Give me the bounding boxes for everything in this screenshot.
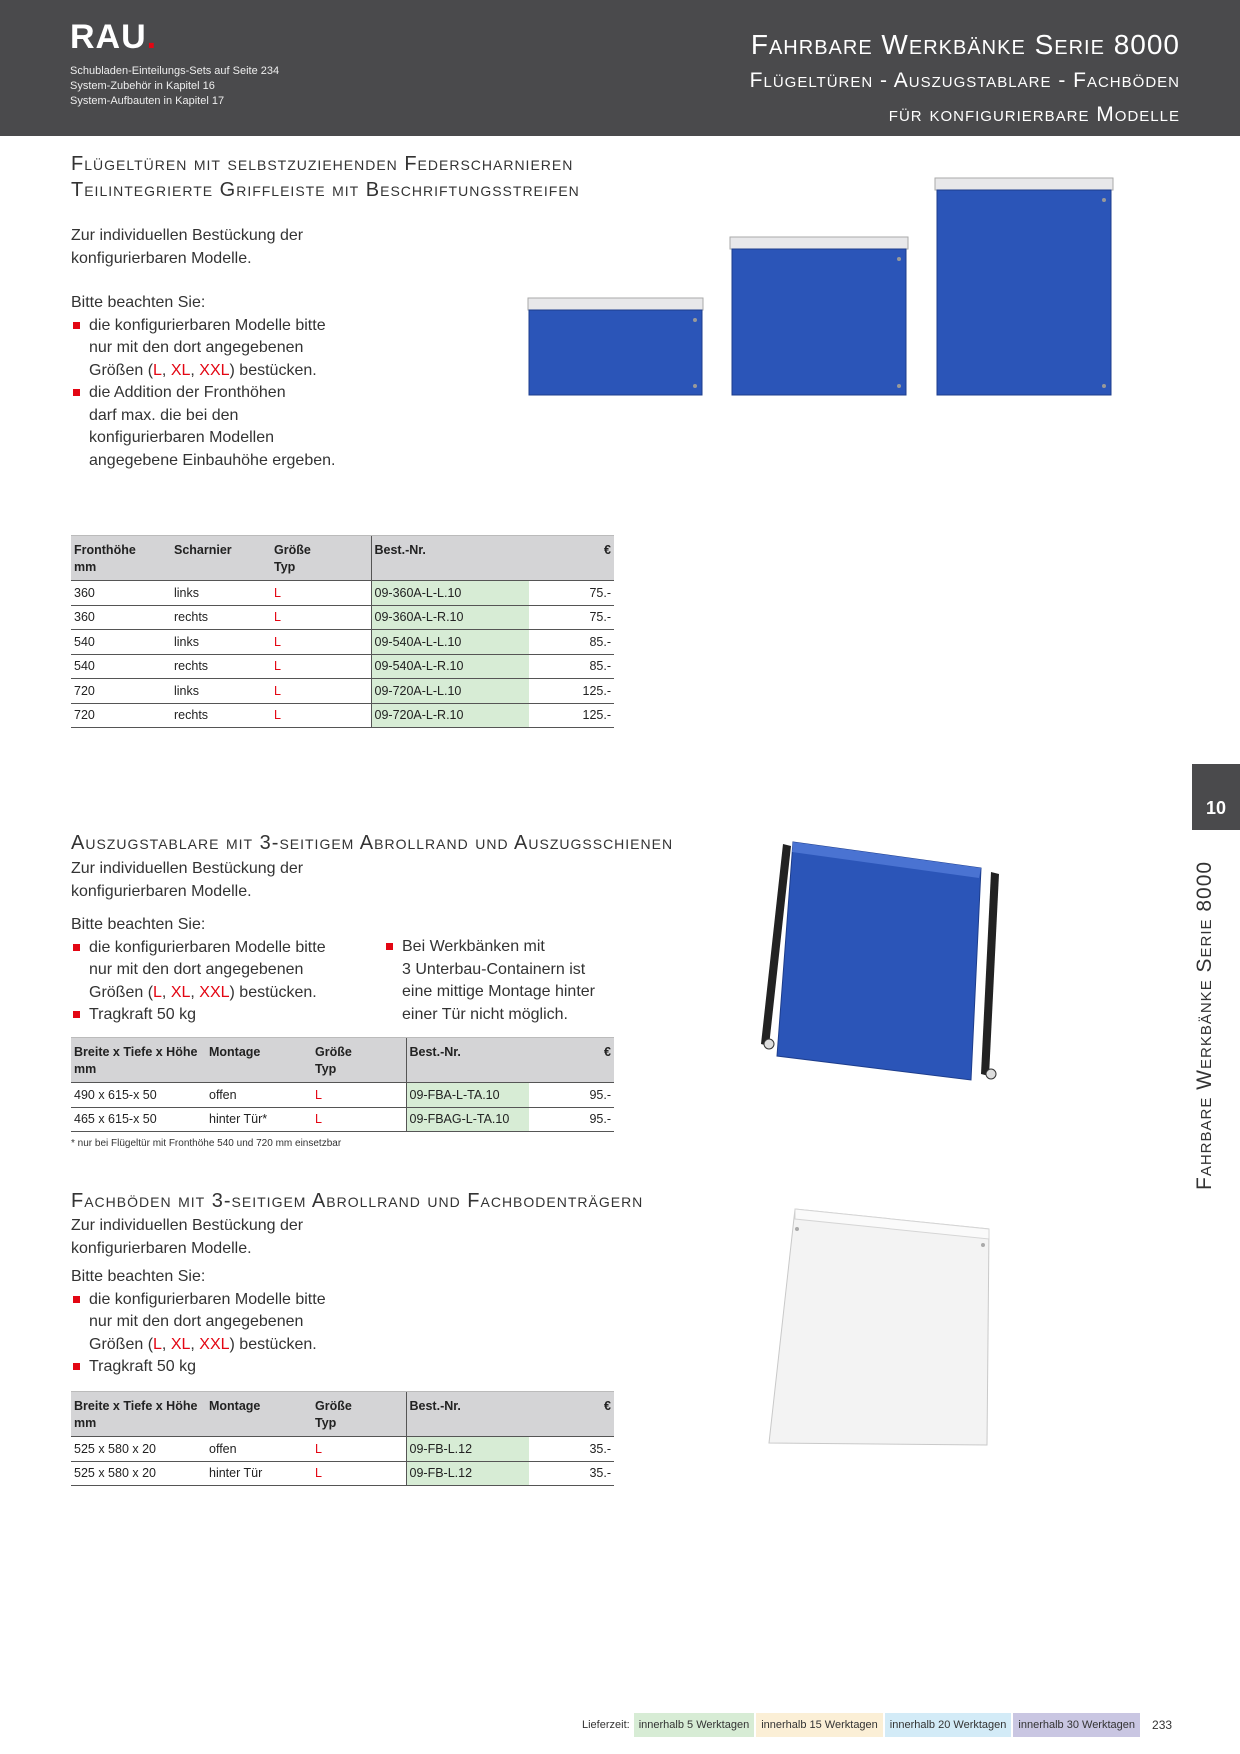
chapter-label: Fahrbare Werkbänke Serie 8000 (1193, 860, 1216, 1190)
delivery-chip: innerhalb 20 Werktagen (885, 1713, 1012, 1737)
note-bullet: Tragkraft 50 kg (71, 1356, 326, 1379)
col-header: € (529, 1038, 614, 1083)
col-header: € (529, 536, 614, 581)
table-row: 360 rechts L 09-360A-L-R.10 75.- (71, 605, 614, 630)
doors-table (71, 535, 614, 728)
door-360-image (528, 298, 703, 395)
delivery-chip: innerhalb 5 Werktagen (634, 1713, 754, 1737)
page-subtitle: für konfigurierbare Modelle (888, 103, 1180, 126)
header-title-block (750, 28, 1180, 130)
col-header: Breite x Tiefe x Höhe mm (71, 1038, 206, 1083)
page-number: 233 (1152, 1718, 1173, 1732)
note-bullet: die Addition der Fronthöhen darf max. die bei den konfigurierbaren Modellen angegebene Einbauhöhe ergeben. (71, 382, 335, 472)
notes-block: Bitte beachten Sie: die konfigurierbaren Modelle bitte nur mit den dort angegebenen Größen (L, XL, XXL) bestücken. Tragkraft 50 kg (71, 1266, 326, 1379)
delivery-chip: innerhalb 15 Werktagen (756, 1713, 883, 1737)
section-intro: Zur individuellen Bestückung der konfigurierbaren Modelle. (71, 227, 304, 267)
rau-logo: RAU. (70, 18, 158, 56)
table-row: 465 x 615-x 50 hinter Tür* L 09-FBAG-L-TA.10 95.- (71, 1107, 614, 1132)
table-row: 525 x 580 x 20 hinter Tür L 09-FB-L.12 35.- (71, 1461, 614, 1486)
col-header: Best.-Nr. (406, 1038, 529, 1083)
col-header: Best.-Nr. (406, 1392, 529, 1437)
note-bullet: Tragkraft 50 kg (71, 1004, 326, 1027)
col-header: Breite x Tiefe x Höhe mm (71, 1392, 206, 1437)
delivery-legend (582, 1712, 1172, 1738)
note-bullet: Bei Werkbänken mit 3 Unterbau-Containern ist eine mittige Montage hinter einer Tür nicht möglich. (384, 936, 595, 1026)
section-intro: Zur individuellen Bestückung der konfigurierbaren Modelle. (71, 860, 304, 900)
section-title: Auszugstablare mit 3-seitigem Abrollrand und Auszugsschienen (71, 832, 674, 854)
delivery-chip: innerhalb 30 Werktagen (1013, 1713, 1140, 1737)
table-row: 540 rechts L 09-540A-L-R.10 85.- (71, 654, 614, 679)
page-header (0, 0, 1240, 136)
page-title: Fahrbare Werkbänke Serie 8000 (750, 29, 1180, 60)
col-header: Fronthöhe mm (71, 536, 171, 581)
col-header: € (529, 1392, 614, 1437)
door-images (525, 175, 1115, 425)
col-header: Größe Typ (271, 536, 371, 581)
chapter-tab: 10 (1192, 764, 1240, 830)
shelf-image (765, 1205, 995, 1450)
door-540-image (730, 237, 908, 395)
header-note: System-Zubehör in Kapitel 16 (70, 80, 215, 92)
drawer-table (71, 1037, 614, 1132)
header-notes (70, 64, 279, 109)
table-row: 490 x 615-x 50 offen L 09-FBA-L-TA.10 95.- (71, 1083, 614, 1108)
table-row: 540 links L 09-540A-L-L.10 85.- (71, 630, 614, 655)
section-title: Flügeltüren mit selbstzuziehenden Federscharnieren Teilintegrierte Griffleiste mit Beschriftungsstreifen (71, 153, 580, 201)
col-header: Scharnier (171, 536, 271, 581)
page-subtitle: Flügeltüren - Auszugstablare - Fachböden (749, 69, 1180, 92)
table-row: 360 links L 09-360A-L-L.10 75.- (71, 581, 614, 606)
delivery-label: Lieferzeit: (582, 1719, 630, 1731)
header-note: System-Aufbauten in Kapitel 17 (70, 95, 225, 107)
footnote: * nur bei Flügeltür mit Fronthöhe 540 und 720 mm einsetzbar (71, 1138, 342, 1149)
col-header: Größe Typ (312, 1038, 406, 1083)
col-header: Montage (206, 1038, 312, 1083)
section-intro: Zur individuellen Bestückung der konfigurierbaren Modelle. (71, 1217, 304, 1257)
note-bullet: die konfigurierbaren Modelle bitte nur mit den dort angegebenen Größen (L, XL, XXL) bestücken. (71, 315, 335, 383)
table-row: 720 links L 09-720A-L-L.10 125.- (71, 679, 614, 704)
note-bullet: die konfigurierbaren Modelle bitte nur mit den dort angegebenen Größen (L, XL, XXL) bestücken. (71, 937, 326, 1005)
door-720-image (935, 178, 1113, 395)
col-header: Best.-Nr. (371, 536, 529, 581)
col-header: Größe Typ (312, 1392, 406, 1437)
col-header: Montage (206, 1392, 312, 1437)
notes-block: Bitte beachten Sie: die konfigurierbaren Modelle bitte nur mit den dort angegebenen Größen (L, XL, XXL) bestücken. die Addition der Fronthöhen darf max. die bei den konfigurierbaren Modellen angegebene Einbauhöhe ergeben. (71, 292, 335, 472)
notes-block: Bitte beachten Sie: die konfigurierbaren Modelle bitte nur mit den dort angegebenen Größen (L, XL, XXL) bestücken. Tragkraft 50 kg (71, 914, 326, 1027)
table-row: 720 rechts L 09-720A-L-R.10 125.- (71, 703, 614, 728)
drawer-shelf-image (755, 838, 1020, 1088)
notes-block-2 (384, 936, 595, 1026)
table-row: 525 x 580 x 20 offen L 09-FB-L.12 35.- (71, 1437, 614, 1462)
header-note: Schubladen-Einteilungs-Sets auf Seite 234 (70, 65, 280, 77)
shelf-table (71, 1391, 614, 1486)
note-bullet: die konfigurierbaren Modelle bitte nur mit den dort angegebenen Größen (L, XL, XXL) bestücken. (71, 1289, 326, 1357)
section-title: Fachböden mit 3-seitigem Abrollrand und Fachbodenträgern (71, 1190, 644, 1212)
